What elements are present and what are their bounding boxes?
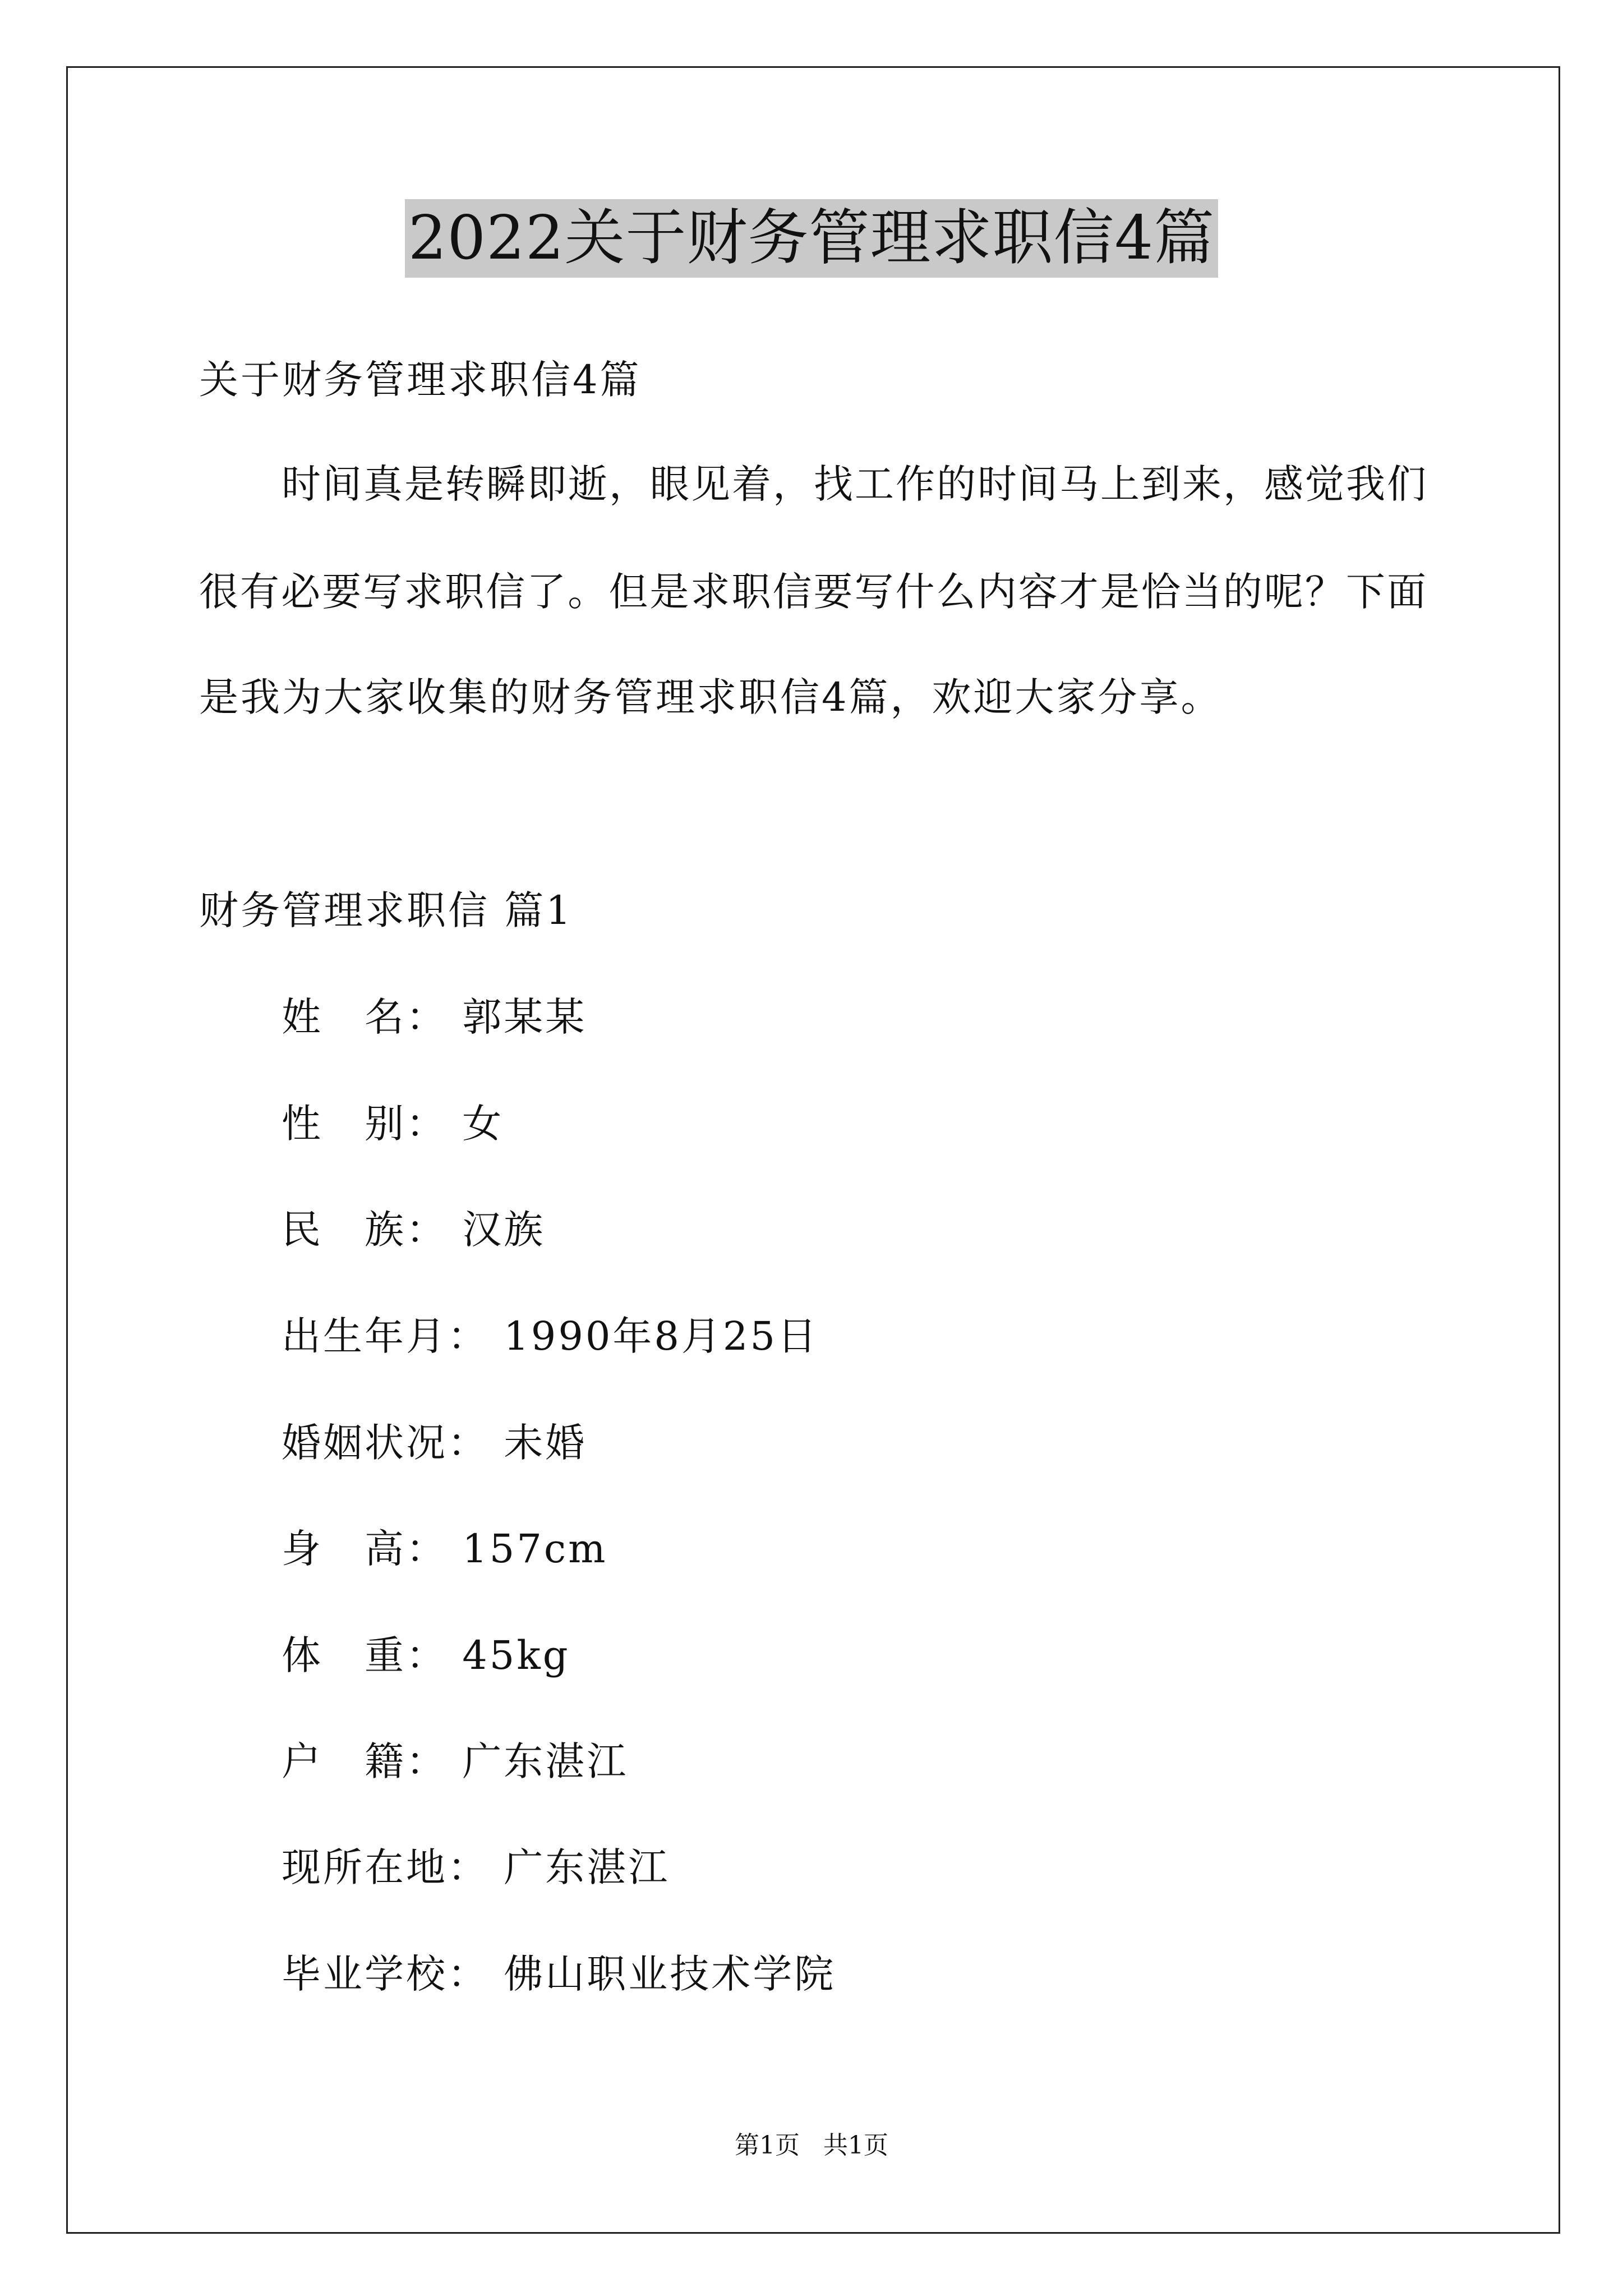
field-current-location: 现所在地： 广东湛江 xyxy=(282,1844,670,1890)
intro-line-2: 很有必要写求职信了。但是求职信要写什么内容才是恰当的呢？下面 xyxy=(199,569,1427,615)
field-graduate-school: 毕业学校： 佛山职业技术学院 xyxy=(282,1951,836,1997)
section-heading: 财务管理求职信 篇1 xyxy=(199,887,573,933)
field-marital-status: 婚姻状况： 未婚 xyxy=(282,1420,587,1466)
field-birthdate: 出生年月： 1990年8月25日 xyxy=(282,1313,819,1359)
field-weight: 体 重： 45kg xyxy=(282,1632,570,1678)
field-household-registration: 户 籍： 广东湛江 xyxy=(282,1738,629,1784)
document-title: 2022关于财务管理求职信4篇 xyxy=(405,199,1219,278)
page-number-footer: 第1页 共1页 xyxy=(735,2131,888,2160)
title-container xyxy=(0,199,1623,278)
field-ethnicity: 民 族： 汉族 xyxy=(282,1207,546,1253)
field-height: 身 高： 157cm xyxy=(282,1526,608,1572)
document-subtitle: 关于财务管理求职信4篇 xyxy=(199,357,642,403)
field-gender: 性 别： 女 xyxy=(282,1101,504,1147)
intro-line-1: 时间真是转瞬即逝，眼见着，找工作的时间马上到来，感觉我们 xyxy=(282,461,1427,507)
field-name: 姓 名： 郭某某 xyxy=(282,994,587,1040)
intro-line-3: 是我为大家收集的财务管理求职信4篇，欢迎大家分享。 xyxy=(199,674,1223,720)
